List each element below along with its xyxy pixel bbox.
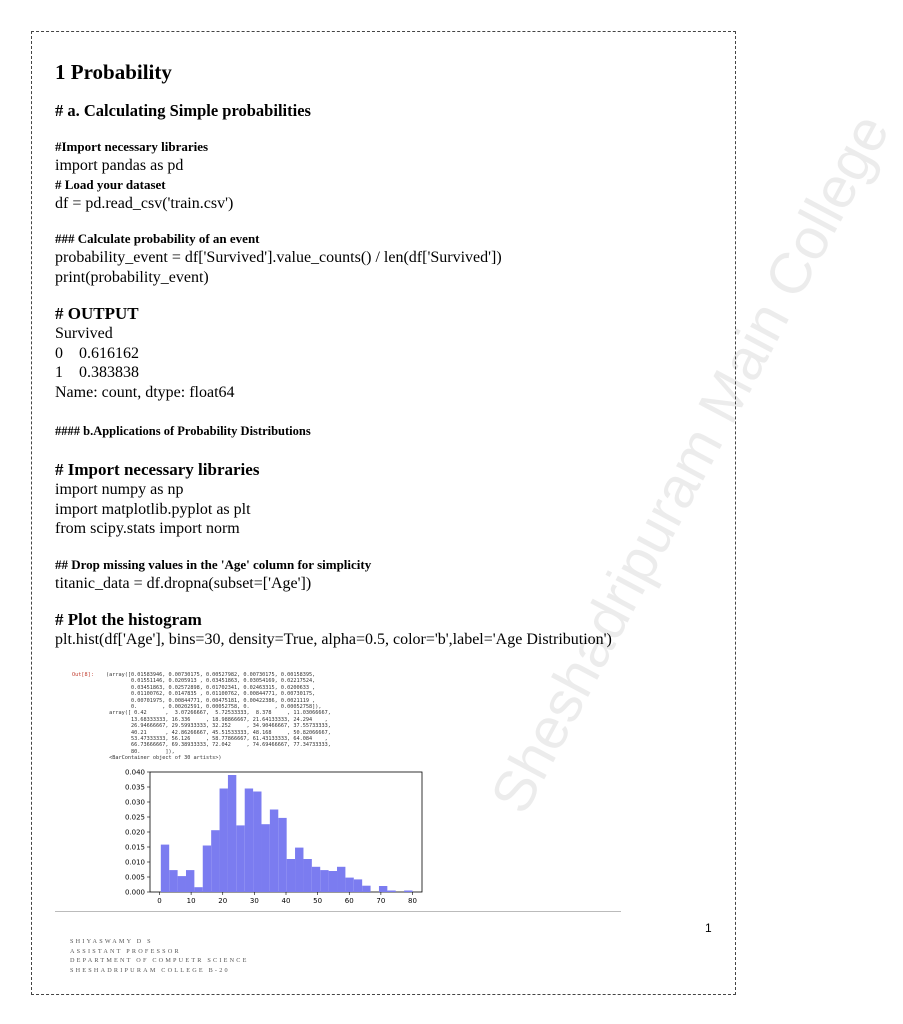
x-tick-label: 30 — [249, 897, 259, 905]
histogram-bar — [261, 824, 269, 892]
code-line: print(probability_event) — [55, 268, 209, 286]
code-line: from scipy.stats import norm — [55, 520, 240, 537]
histogram-bar — [337, 867, 345, 892]
histogram-bar — [387, 891, 395, 893]
y-tick-label: 0.040 — [124, 768, 145, 777]
histogram-bar — [253, 792, 261, 893]
y-tick-label: 0.020 — [124, 828, 145, 837]
y-tick-label: 0.010 — [124, 858, 145, 867]
histogram-bar — [236, 825, 244, 892]
footer-department: DEPARTMENT OF COMPUETR SCIENCE — [70, 957, 249, 964]
histogram-bar — [362, 886, 370, 892]
code-comment: ## Drop missing values in the 'Age' column for simplicity — [55, 556, 372, 572]
x-tick-label: 40 — [281, 897, 291, 905]
code-line: titanic_data = df.dropna(subset=['Age']) — [55, 574, 312, 592]
notebook-output-text — [72, 672, 452, 762]
y-tick-label: 0.035 — [124, 783, 145, 792]
histogram-bar — [245, 789, 253, 893]
histogram-bar — [329, 871, 337, 892]
footer-rule — [55, 911, 621, 912]
footer-name: SHIYASWAMY D S — [70, 938, 153, 945]
histogram-bar — [194, 887, 202, 892]
footer-title: ASSISTANT PROFESSOR — [70, 947, 181, 955]
x-tick-label: 20 — [218, 897, 228, 905]
output-line: Name: count, dtype: float64 — [55, 383, 235, 401]
histogram-bar — [186, 870, 194, 892]
histogram-bar — [404, 891, 412, 893]
section-title: 1 Probability — [55, 60, 172, 84]
x-tick-label: 10 — [186, 897, 196, 905]
histogram-bar — [203, 846, 211, 893]
x-tick-label: 80 — [408, 897, 417, 905]
watermark: Sheshadripuram Main College — [478, 103, 902, 824]
x-tick-label: 50 — [313, 897, 323, 905]
age-histogram — [90, 764, 430, 904]
footer-college: SHESHADRIPURAM COLLEGE B-20 — [70, 966, 230, 974]
y-tick-label: 0.030 — [124, 798, 145, 807]
x-tick-label: 70 — [376, 897, 386, 905]
histogram-bar — [320, 870, 328, 892]
histogram-bar — [220, 789, 228, 893]
x-tick-label: 60 — [344, 897, 354, 905]
histogram-bar — [354, 879, 362, 892]
y-tick-label: 0.005 — [124, 873, 145, 882]
histogram-bar — [211, 830, 219, 892]
import-heading: # Import necessary libraries — [55, 460, 260, 479]
output-line: 0 0.616162 — [55, 344, 139, 362]
histogram-bar — [295, 848, 303, 892]
code-comment: ### Calculate probability of an event — [55, 231, 260, 246]
y-tick-label: 0.000 — [124, 888, 145, 897]
histogram-bar — [169, 870, 177, 892]
y-tick-label: 0.025 — [124, 813, 145, 822]
code-line: probability_event = df['Survived'].value_counts() / len(df['Survived']) — [55, 249, 502, 266]
subsection-b-heading: #### b.Applications of Probability Distributions — [55, 424, 311, 438]
output-heading: # OUTPUT — [55, 304, 139, 323]
histogram-bar — [161, 845, 169, 892]
y-tick-label: 0.015 — [124, 843, 145, 852]
histogram-bar — [178, 876, 186, 892]
code-line: import matplotlib.pyplot as plt — [55, 500, 251, 518]
subsection-a-heading: # a. Calculating Simple probabilities — [55, 101, 311, 120]
histogram-bar — [278, 818, 286, 892]
code-comment: #Import necessary libraries — [55, 139, 209, 154]
plot-heading: # Plot the histogram — [55, 610, 202, 629]
output-line: 1 0.383838 — [55, 364, 139, 381]
document-body — [55, 58, 715, 650]
histogram-bar — [228, 775, 236, 892]
code-line: plt.hist(df['Age'], bins=30, density=True, alpha=0.5, color='b',label='Age Distribution') — [55, 631, 612, 648]
histogram-bar — [287, 859, 295, 892]
output-array-text: (array([0.01583946, 0.00730175, 0.00527982, 0.00730175, 0.00158395, 0.01551146, 0.0205913 , 0.03451863, 0.03054169, 0.02217524, 0.03451863, 0.02572898, 0.01702341, 0.02463315, 0.0200633 , 0.01100762, 0.0147835 , 0.01100762, 0.00844771, 0.00730175, 0.00701975, 0.00844771, 0.00475181, 0.00422386, 0.0021119 , 0. , 0.00202591, 0.00052758, 0. , 0.00052758]), array([ 0.42 , 3.07266667, 5.72533333, 8.378 , 11.03066667, 13.68333333, 16.336 , 18.98866667, 21.64133333, 24.294 , 26.94666667, 29.59933333, 32.252 , 34.90466667, 37.55733333, 40.21 , 42.86266667, 45.51533333, 48.168 , 50.82066667, 53.47333333, 56.126 , 58.77866667, 61.43133333, 64.084 , 66.73666667, 69.38933333, 72.042 , 74.69466667, 77.34733333, 80. ]), <BarContainer object of 30 artists>) — [106, 672, 331, 762]
output-cell-tag: Out[8]: — [72, 672, 94, 678]
notebook-output-figure — [72, 672, 452, 905]
code-line: df = pd.read_csv('train.csv') — [55, 194, 234, 212]
code-line: import pandas as pd — [55, 157, 184, 174]
output-line: Survived — [55, 325, 113, 342]
footer-signature — [70, 937, 249, 975]
page-number: 1 — [705, 921, 712, 935]
histogram-bar — [312, 867, 320, 892]
histogram-bar — [303, 859, 311, 892]
histogram-bar — [345, 878, 353, 892]
code-line: import numpy as np — [55, 481, 184, 498]
histogram-bar — [379, 886, 387, 892]
histogram-bar — [270, 810, 278, 893]
x-tick-label: 0 — [157, 897, 162, 905]
code-comment: # Load your dataset — [55, 176, 166, 192]
